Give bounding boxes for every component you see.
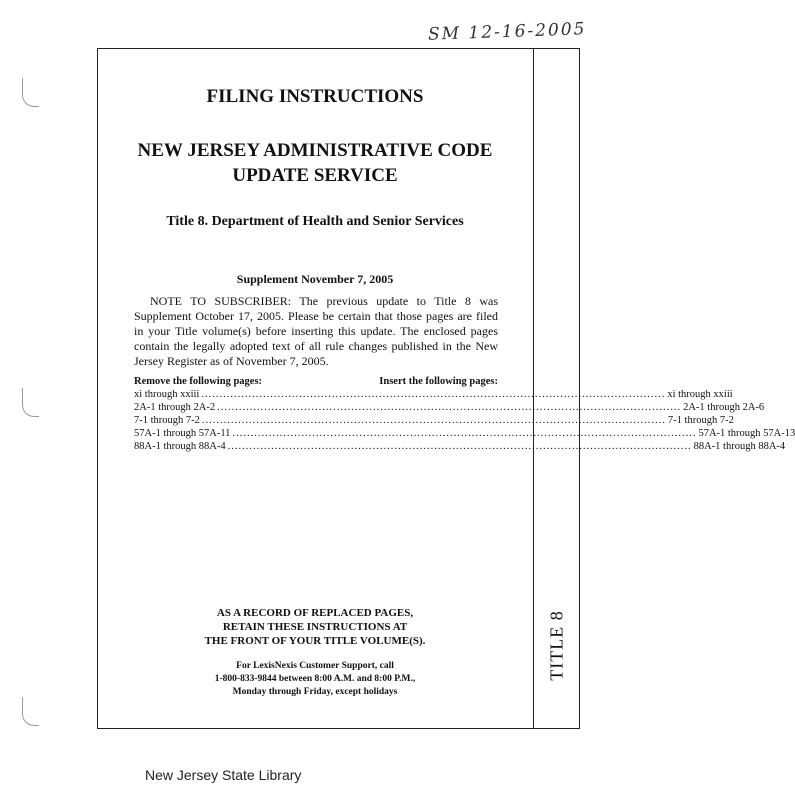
code-title-line-1: NEW JERSEY ADMINISTRATIVE CODE <box>137 140 493 161</box>
insert-pages-cell: 88A-1 through 88A-4 <box>693 441 786 452</box>
remove-pages-cell: xi through xxiii <box>134 389 200 400</box>
insert-pages-header: Insert the following pages: <box>379 376 498 387</box>
subscriber-note: NOTE TO SUBSCRIBER: The previous update to Title 8 was Supplement October 17, 2005. Please be certain that those pages are filed in your Title volume(s) before inserting this update. The enclosed pages contain the legally adopted text of all rule changes published in the New Jersey Register as of November 7, 2005. <box>134 294 498 368</box>
page-list-row <box>134 427 795 440</box>
page-list-header <box>134 375 498 388</box>
remove-pages-cell: 57A-1 through 57A-11 <box>134 428 231 439</box>
insert-pages-cell: 7-1 through 7-2 <box>667 415 734 426</box>
leader-dots: ................................................................................................................................ <box>217 402 682 413</box>
code-title <box>97 138 533 188</box>
page-list-row <box>134 401 765 414</box>
record-instructions <box>97 606 533 648</box>
support-line-3: Monday through Friday, except holidays <box>232 687 398 697</box>
record-line-1: AS A RECORD OF REPLACED PAGES, <box>216 607 414 619</box>
support-line-2: 1-800-833-9844 between 8:00 A.M. and 8:00 P.M., <box>214 674 416 684</box>
remove-pages-cell: 88A-1 through 88A-4 <box>134 441 226 452</box>
page-replacement-list <box>134 375 795 453</box>
code-title-line-2: UPDATE SERVICE <box>232 165 398 186</box>
title-tab <box>534 600 580 690</box>
page-list-row <box>134 440 786 453</box>
filing-instructions-heading: FILING INSTRUCTIONS <box>206 86 424 107</box>
supplement-date: Supplement November 7, 2005 <box>236 272 394 286</box>
customer-support-info <box>97 660 533 699</box>
punch-hole-mark-bottom <box>22 697 39 726</box>
handwritten-date-note: SM 12-16-2005 <box>427 19 587 45</box>
library-stamp: New Jersey State Library <box>145 767 302 783</box>
leader-dots: ................................................................................................................................ <box>232 428 697 439</box>
leader-dots: ................................................................................................................................ <box>201 415 666 426</box>
record-line-3: THE FRONT OF YOUR TITLE VOLUME(S). <box>204 635 426 647</box>
remove-pages-header: Remove the following pages: <box>134 376 263 387</box>
leader-dots: ................................................................................................................................ <box>201 389 666 400</box>
punch-hole-mark-middle <box>22 388 39 417</box>
page-list-row <box>134 414 734 427</box>
remove-pages-cell: 2A-1 through 2A-2 <box>134 402 216 413</box>
leader-dots: ................................................................................................................................ <box>227 441 692 452</box>
punch-hole-mark-top <box>22 78 39 107</box>
insert-pages-cell: 57A-1 through 57A-13 <box>698 428 795 439</box>
insert-pages-cell: 2A-1 through 2A-6 <box>683 402 765 413</box>
page-list-row <box>134 388 733 401</box>
remove-pages-cell: 7-1 through 7-2 <box>134 415 200 426</box>
record-line-2: RETAIN THESE INSTRUCTIONS AT <box>222 621 408 633</box>
title-tab-label: TITLE 8 <box>546 609 567 681</box>
insert-pages-cell: xi through xxiii <box>667 389 733 400</box>
title-department-line: Title 8. Department of Health and Senior Services <box>166 214 464 229</box>
support-line-1: For LexisNexis Customer Support, call <box>236 661 394 671</box>
